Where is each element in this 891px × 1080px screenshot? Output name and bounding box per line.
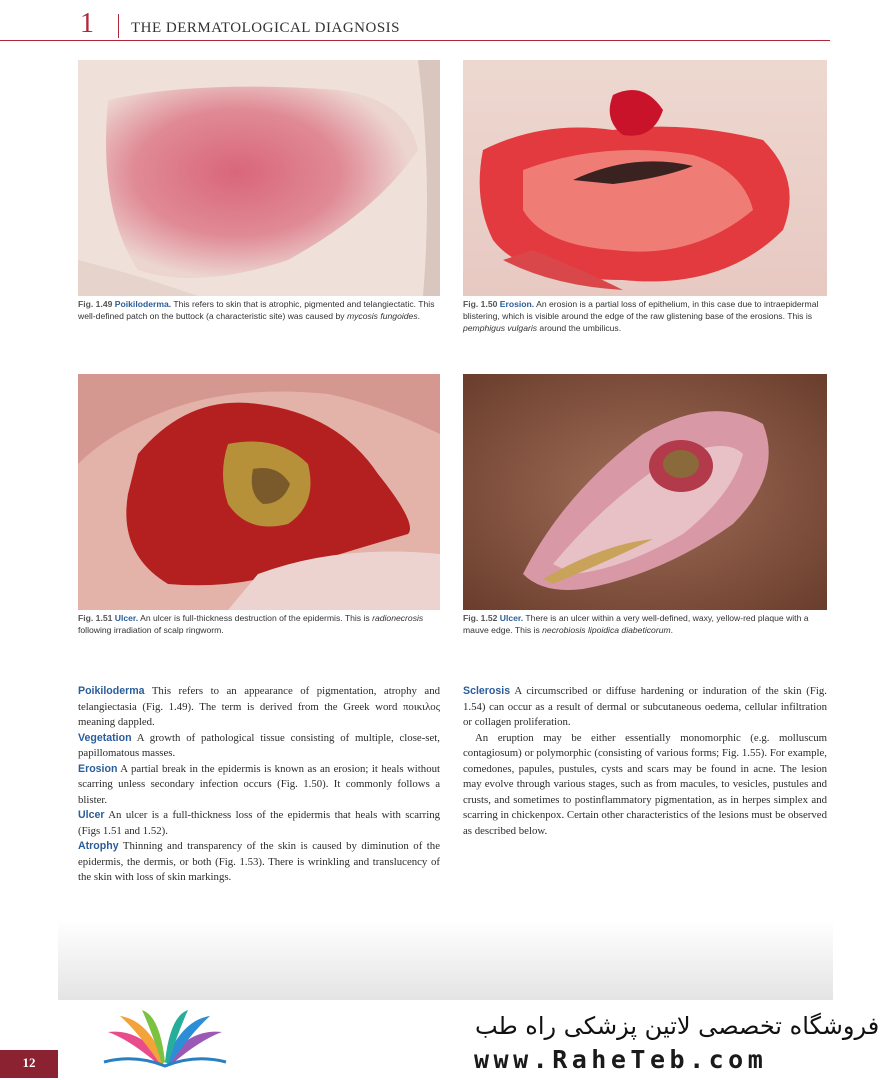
- definition-vegetation: [78, 731, 440, 762]
- definition-poikiloderma: [78, 684, 440, 731]
- figure-1-51-image: [78, 374, 440, 610]
- figure-1-50-caption: [463, 298, 827, 334]
- figure-1-49-caption: [78, 298, 440, 322]
- bottom-shadow: [58, 920, 833, 1000]
- page-header: [0, 0, 891, 46]
- definition-text: Thinning and transparency of the skin is caused by diminution of the epidermis, the dermis, or both (Fig. 1.53). There is wrinkling and translucency of the skin with loss of skin markings.: [78, 840, 440, 883]
- definition-text: An ulcer is a full-thickness loss of the epidermis that heals with scarring (Figs 1.51 and 1.52).: [78, 809, 440, 837]
- figure-label: Fig. 1.51: [78, 613, 113, 623]
- chapter-title: THE DERMATOLOGICAL DIAGNOSIS: [131, 20, 400, 36]
- caption-italic: mycosis fungoides: [346, 311, 418, 321]
- caption-italic: necrobiosis lipoidica diabeticorum: [542, 625, 671, 635]
- definition-term: Sclerosis: [463, 685, 511, 697]
- caption-text-end: following irradiation of scalp ringworm.: [78, 625, 224, 635]
- figure-term: Poikiloderma.: [114, 299, 172, 309]
- definition-text: A growth of pathological tissue consisting of multiple, close-set, papillomatous masses.: [78, 731, 440, 759]
- caption-text-end: around the umbilicus.: [537, 323, 622, 333]
- definition-text: A partial break in the epidermis is known as an erosion; it heals without scarring unless secondary infection occurs (Fig. 1.50). It commonly follows a blister.: [78, 762, 440, 806]
- caption-italic: radionecrosis: [372, 613, 424, 623]
- page-number: 12: [22, 1055, 36, 1070]
- header-divider: [118, 14, 119, 38]
- eruption-paragraph: An eruption may be either essentially monomorphic (e.g. molluscum contagiosum) or polymorphic (consisting of various forms; Fig. 1.55). For example, comedones, papules, pustules, cysts and scars may be found in acne. The lesion may evolve through various stages, such as from macules, to vesicles, pustules and crusts, and sometimes to postinflammatory pigmentation, as in herpes simplex and scarring in chickenpox. Certain other characteristics of the lesions must be observed as described below.: [463, 731, 827, 837]
- definition-text: This refers to an appearance of pigmentation, atrophy and telangiectasia (Fig. 1.49). The term is derived from the Greek word ποικιλος meaning dappled.: [78, 685, 440, 728]
- caption-text: This refers to skin that is atrophic, pigmented and telangiectatic. This well-defined patch on the buttock (a characteristic site) was caused by: [78, 299, 435, 321]
- figure-term: Ulcer.: [499, 613, 524, 623]
- figure-term: Erosion.: [499, 299, 535, 309]
- caption-text: An ulcer is full-thickness destruction of the epidermis. This is: [138, 613, 373, 623]
- definition-sclerosis: [463, 684, 827, 731]
- figure-label: Fig. 1.49: [78, 299, 113, 309]
- figure-1-51-caption: [78, 612, 440, 636]
- store-name: فروشگاه تخصصی لاتین پزشکی راه طب: [475, 1012, 880, 1040]
- figure-1-52-image: [463, 374, 827, 610]
- definition-term: Poikiloderma: [78, 685, 145, 697]
- figure-1-52-caption: [463, 612, 827, 636]
- figure-1-49-image: [78, 60, 440, 296]
- figure-term: Ulcer.: [114, 613, 139, 623]
- body-right-column: [463, 684, 827, 839]
- caption-text: An erosion is a partial loss of epithelium, in this case due to intraepidermal blistering, which is visible around the edge of the raw glistening base of the erosions. This is: [463, 299, 819, 321]
- definition-ulcer: [78, 808, 440, 839]
- header-rule: [0, 40, 830, 41]
- caption-text: There is an ulcer within a very well-defined, waxy, yellow-red plaque with a mauve edge. This is: [463, 613, 809, 635]
- definition-term: Ulcer: [78, 809, 105, 821]
- definition-erosion: [78, 762, 440, 809]
- book-logo-icon: [100, 1010, 230, 1072]
- caption-italic: pemphigus vulgaris: [463, 323, 538, 333]
- figure-1-50-image: [463, 60, 827, 296]
- chapter-number: 1: [80, 8, 94, 39]
- body-left-column: [78, 684, 440, 886]
- definition-term: Atrophy: [78, 840, 119, 852]
- definition-atrophy: [78, 839, 440, 886]
- caption-text-end: .: [670, 625, 674, 635]
- caption-text-end: .: [417, 311, 421, 321]
- store-url-link[interactable]: www.RaheTeb.com: [474, 1045, 768, 1074]
- definition-term: Erosion: [78, 762, 118, 775]
- definition-term: Vegetation: [78, 731, 132, 744]
- figure-label: Fig. 1.52: [463, 613, 498, 623]
- figure-label: Fig. 1.50: [463, 299, 498, 309]
- definition-text: A circumscribed or diffuse hardening or induration of the skin (Fig. 1.54) can occur as a result of dermal or subcutaneous oedema, cellular infiltration or collagen proliferation.: [463, 685, 827, 728]
